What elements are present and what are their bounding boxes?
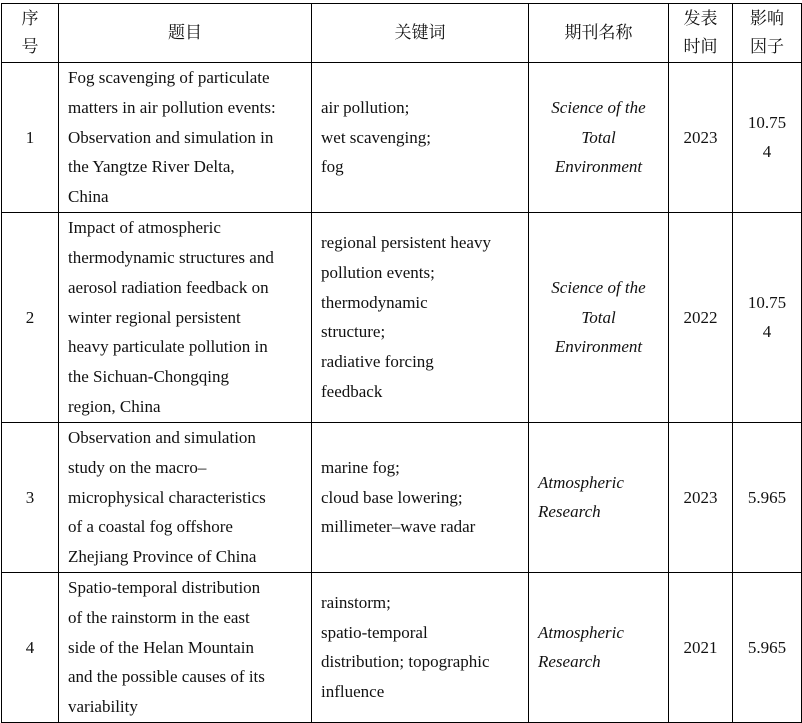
table-row: [2, 572, 802, 722]
keyword-line: cloud base lowering;: [321, 487, 463, 507]
row-number: 1: [2, 63, 59, 213]
header-journal: 期刊名称: [529, 4, 669, 63]
title-line: microphysical characteristics: [68, 487, 266, 507]
journal-line: Science of the: [551, 277, 646, 297]
title-line: Zhejiang Province of China: [68, 547, 257, 567]
title-line: Fog scavenging of particulate: [68, 68, 270, 87]
impact-line: 4: [762, 322, 772, 342]
journal-name: [529, 572, 669, 722]
keyword-line: influence: [321, 682, 385, 702]
impact-factor: [733, 422, 802, 572]
keyword-line: marine fog;: [321, 457, 400, 477]
header-no-line: 序: [21, 9, 39, 28]
paper-title: [59, 572, 312, 722]
keyword-line: structure;: [321, 322, 386, 342]
keyword-line: feedback: [321, 382, 383, 402]
header-impact: [733, 4, 802, 63]
papers-table: [1, 3, 802, 723]
keyword-line: pollution events;: [321, 262, 435, 282]
impact-line: 4: [762, 142, 772, 162]
title-line: study on the macro–: [68, 457, 207, 477]
table-row: [2, 63, 802, 213]
publish-year: 2023: [669, 63, 733, 213]
journal-line: Atmospheric: [538, 622, 624, 642]
title-line: heavy particulate pollution in: [68, 337, 268, 357]
title-line: winter regional persistent: [68, 307, 241, 327]
keyword-line: rainstorm;: [321, 592, 391, 612]
keyword-line: regional persistent heavy: [321, 233, 491, 253]
title-line: Observation and simulation: [68, 427, 256, 447]
header-row: [2, 4, 802, 63]
impact-line: 10.75: [747, 292, 787, 312]
keyword-line: fog: [321, 157, 344, 177]
table-row: [2, 422, 802, 572]
header-impact-line: 影响: [750, 9, 784, 28]
title-line: matters in air pollution events:: [68, 97, 276, 117]
title-line: Spatio-temporal distribution: [68, 577, 261, 597]
journal-line: Research: [538, 652, 601, 672]
title-line: the Yangtze River Delta,: [68, 157, 235, 177]
keyword-line: millimeter–wave radar: [321, 517, 476, 537]
title-line: variability: [68, 697, 138, 717]
header-no-line: 号: [21, 37, 39, 56]
keywords: [312, 422, 529, 572]
title-line: China: [68, 187, 109, 207]
keyword-line: distribution; topographic: [321, 652, 490, 672]
journal-line: Environment: [554, 157, 643, 177]
keywords: [312, 63, 529, 213]
journal-line: Environment: [554, 337, 643, 357]
impact-factor: [733, 212, 802, 422]
header-impact-line: 因子: [750, 37, 784, 56]
impact-factor: [733, 63, 802, 213]
title-line: and the possible causes of its: [68, 667, 265, 687]
publish-year: 2021: [669, 572, 733, 722]
paper-title: [59, 212, 312, 422]
header-title: 题目: [59, 4, 312, 63]
header-year-line: 时间: [683, 37, 718, 56]
keyword-line: wet scavenging;: [321, 127, 431, 147]
journal-name: [529, 212, 669, 422]
row-number: 3: [2, 422, 59, 572]
header-year-line: 发表: [683, 9, 718, 28]
row-number: 2: [2, 212, 59, 422]
title-line: region, China: [68, 396, 161, 416]
header-keywords: 关键词: [312, 4, 529, 63]
title-line: of the rainstorm in the east: [68, 607, 250, 627]
keyword-line: thermodynamic: [321, 292, 428, 312]
journal-line: Total: [581, 127, 616, 147]
journal-line: Atmospheric: [538, 472, 624, 492]
title-line: aerosol radiation feedback on: [68, 277, 269, 297]
paper-title: [59, 63, 312, 213]
title-line: Impact of atmospheric: [68, 218, 221, 238]
title-line: thermodynamic structures and: [68, 247, 274, 267]
journal-name: [529, 422, 669, 572]
publish-year: 2022: [669, 212, 733, 422]
keyword-line: air pollution;: [321, 97, 410, 117]
title-line: Observation and simulation in: [68, 127, 274, 147]
header-no: [2, 4, 59, 63]
title-line: of a coastal fog offshore: [68, 517, 233, 537]
title-line: the Sichuan-Chongqing: [68, 367, 230, 387]
journal-name: [529, 63, 669, 213]
journal-line: Total: [581, 307, 616, 327]
impact-line: 5.965: [747, 637, 787, 657]
row-number: 4: [2, 572, 59, 722]
impact-line: 5.965: [747, 487, 787, 507]
keywords: [312, 212, 529, 422]
keywords: [312, 572, 529, 722]
table-row: [2, 212, 802, 422]
publish-year: 2023: [669, 422, 733, 572]
header-year: [669, 4, 733, 63]
impact-line: 10.75: [747, 112, 787, 132]
keyword-line: spatio-temporal: [321, 622, 428, 642]
journal-line: Science of the: [551, 97, 646, 117]
paper-title: [59, 422, 312, 572]
journal-line: Research: [538, 502, 601, 522]
title-line: side of the Helan Mountain: [68, 637, 255, 657]
impact-factor: [733, 572, 802, 722]
keyword-line: radiative forcing: [321, 352, 434, 372]
